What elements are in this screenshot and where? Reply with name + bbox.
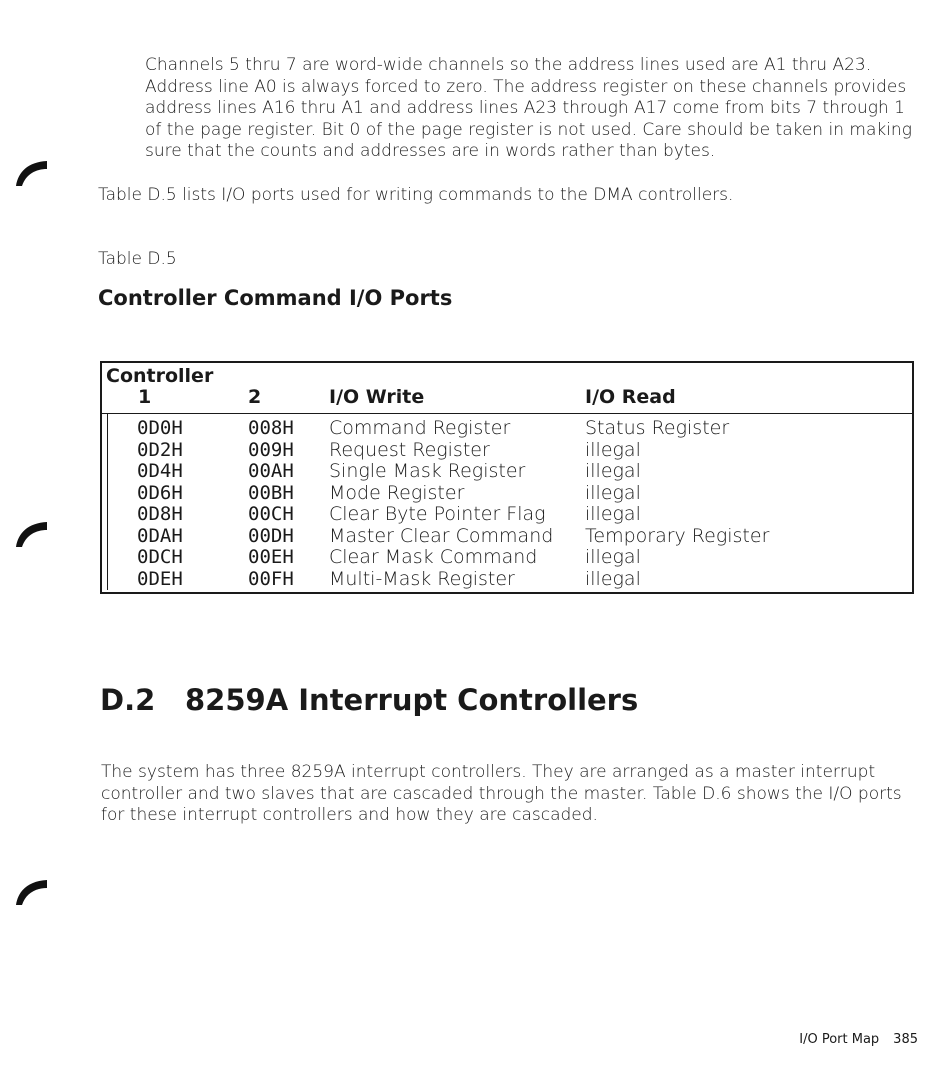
cell-controller-1: 0D0H [137,417,183,439]
page-number: 385 [893,1032,918,1047]
intro-line: Address line A0 is always forced to zero. The address register on these channels provides [145,76,907,97]
cell-io-read: illegal [585,546,641,568]
cell-io-read: illegal [585,567,641,590]
controller-command-table [100,361,914,594]
cell-io-read: illegal [585,460,641,482]
table-row [102,547,912,569]
cell-controller-1: 0D8H [137,503,183,525]
section-paragraph [101,762,902,827]
binding-hole-mark-top [14,158,48,188]
cell-io-write: Clear Mask Command [329,546,538,568]
cell-io-read: illegal [585,503,641,525]
section-line: controller and two slaves that are cascaded through the master. Table D.6 shows the I/O ports [101,783,902,804]
table-title: Controller Command I/O Ports [98,286,453,310]
cell-controller-2: 00BH [248,481,294,504]
cell-io-read: illegal [585,481,641,504]
table-row [102,526,912,548]
table-caption: Table D.5 [98,249,177,269]
cell-controller-2: 00CH [248,503,294,525]
cell-controller-1: 0D2H [137,438,183,461]
intro-line: Channels 5 thru 7 are word-wide channels so the address lines used are A1 thru A23. [145,55,872,75]
header-divider [102,413,912,414]
cell-io-write: Master Clear Command [329,524,554,547]
intro-paragraph [145,55,912,163]
table-row [102,504,912,526]
intro-line: sure that the counts and addresses are in words rather than bytes. [145,141,716,161]
header-controller-2: 2 [248,386,262,408]
table-intro-text: Table D.5 lists I/O ports used for writing commands to the DMA controllers. [98,185,734,205]
section-title: 8259A Interrupt Controllers [185,683,639,717]
section-heading [100,683,638,717]
cell-controller-1: 0DCH [137,546,183,568]
page-footer [799,1032,918,1047]
table-row [102,440,912,462]
cell-io-write: Command Register [329,417,511,439]
cell-controller-1: 0DAH [137,524,183,547]
cell-io-write: Clear Byte Pointer Flag [329,503,546,525]
cell-io-read: Status Register [585,417,730,439]
binding-hole-mark-middle [14,519,48,549]
cell-controller-1: 0D6H [137,481,183,504]
table-row [102,483,912,505]
cell-io-write: Request Register [329,438,490,461]
section-number: D.2 [100,683,156,717]
cell-io-read: illegal [585,438,641,461]
cell-io-write: Multi-Mask Register [329,567,515,590]
table-row [102,418,912,440]
section-line: The system has three 8259A interrupt controllers. They are arranged as a master interrupt [101,762,876,782]
cell-io-write: Single Mask Register [329,460,526,482]
cell-controller-1: 0DEH [137,567,183,590]
cell-io-write: Mode Register [329,481,465,504]
cell-controller-2: 00FH [248,567,294,590]
cell-controller-2: 008H [248,417,294,439]
cell-controller-2: 00EH [248,546,294,568]
intro-line: address lines A16 thru A1 and address lines A23 through A17 come from bits 7 through 1 [145,98,905,118]
cell-controller-2: 00DH [248,524,294,547]
intro-line: of the page register. Bit 0 of the page register is not used. Care should be taken in making [145,119,912,140]
cell-controller-2: 009H [248,438,294,461]
footer-label: I/O Port Map [799,1032,880,1047]
header-controller: Controller [106,365,214,387]
section-line: for these interrupt controllers and how they are cascaded. [101,805,598,825]
cell-io-read: Temporary Register [585,524,770,547]
table-row [102,569,912,591]
header-controller-1: 1 [138,386,152,408]
cell-controller-2: 00AH [248,460,294,482]
header-io-read: I/O Read [585,386,676,408]
header-io-write: I/O Write [329,386,425,408]
table-row [102,461,912,483]
binding-hole-mark-bottom [14,877,48,907]
cell-controller-1: 0D4H [137,460,183,482]
